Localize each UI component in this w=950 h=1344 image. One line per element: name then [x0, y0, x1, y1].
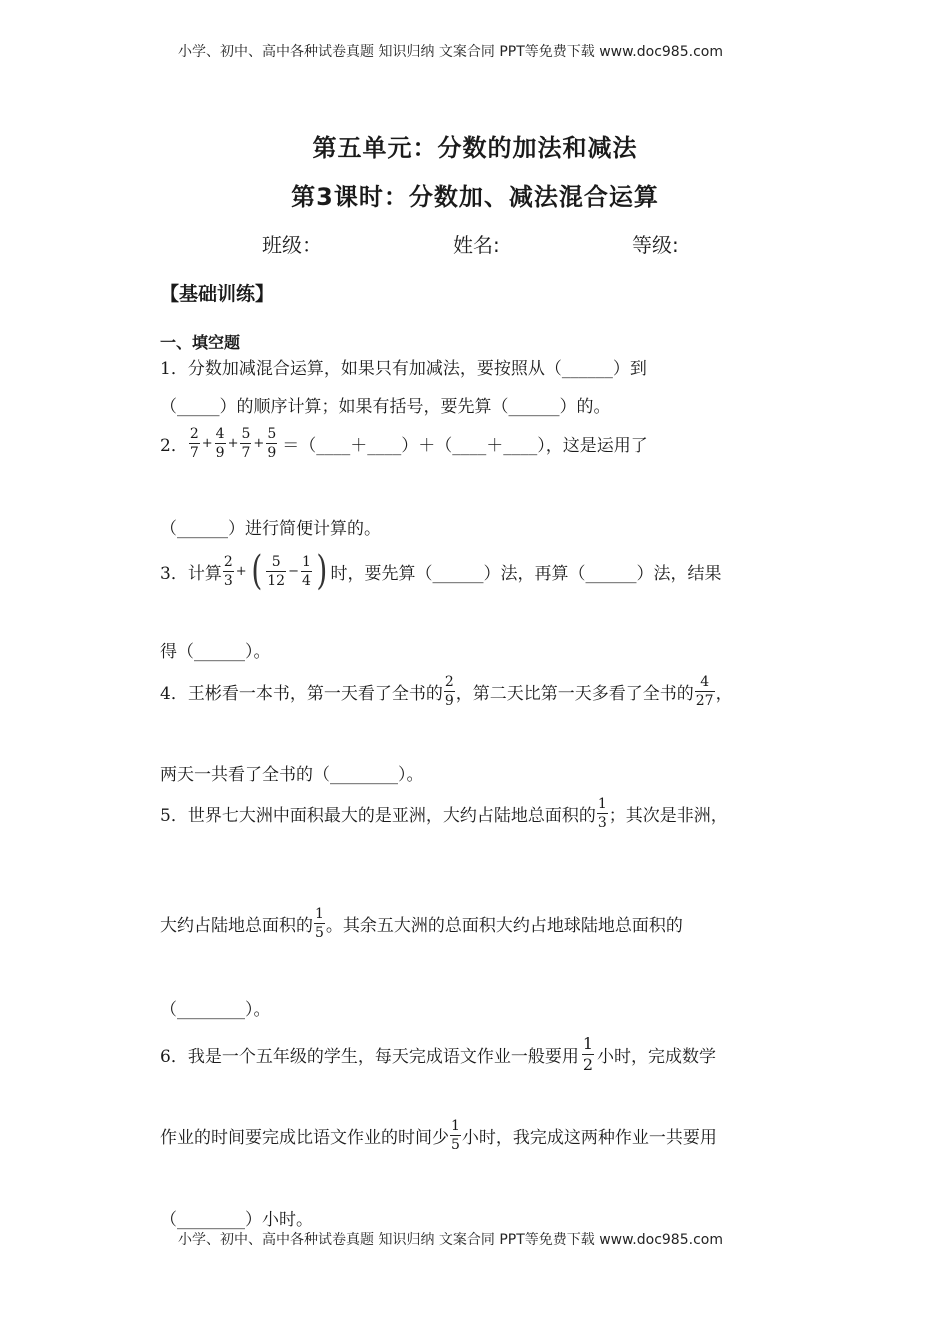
question-5-text-1: 5．世界七大洲中面积最大的是亚洲，大约占陆地总面积的	[160, 806, 596, 826]
question-6-line-3: （________）小时。	[160, 1210, 313, 1230]
question-4-line-1	[160, 675, 733, 708]
question-6-line-2	[160, 1119, 717, 1152]
page-header: 小学、初中、高中各种试卷真题 知识归纳 文案合同 PPT等免费下载 www.doc985.com	[178, 44, 723, 60]
question-6-text-3: 作业的时间要完成比语文作业的时间少	[160, 1128, 449, 1148]
numerator: 2	[444, 674, 454, 690]
question-2-line-1	[160, 427, 648, 460]
section-label: 【基础训练】	[160, 283, 275, 305]
denominator: 9	[267, 445, 277, 461]
denominator: 12	[267, 572, 286, 589]
denominator: 3	[597, 815, 607, 831]
fraction-4-9	[215, 427, 226, 460]
right-paren: )	[316, 548, 328, 594]
denominator: 7	[241, 445, 251, 461]
question-3-suffix: 时，要先算（______）法，再算（______）法，结果	[330, 563, 722, 584]
question-5-line-3: （________）。	[160, 1000, 271, 1020]
denominator: 9	[215, 445, 225, 461]
fraction-4-27	[695, 675, 715, 708]
question-3-prefix: 3．计算	[160, 563, 222, 584]
denominator: 5	[315, 925, 324, 941]
fraction-2-7	[189, 427, 200, 460]
question-6-text-2: 小时，完成数学	[597, 1047, 717, 1067]
denominator: 27	[695, 693, 714, 709]
question-5-text-2: ；其次是非洲，	[608, 806, 728, 826]
question-4-text-1: 4．王彬看一本书，第一天看了全书的	[160, 684, 443, 704]
question-2-prefix: 2．	[160, 436, 188, 456]
plus-sign: +	[253, 436, 265, 451]
question-6-text-4: 小时，我完成这两种作业一共要用	[461, 1128, 717, 1148]
fraction-1-4	[301, 555, 312, 588]
fraction-2-9	[444, 675, 455, 708]
question-5-text-4: 。其余五大洲的总面积大约占地球陆地总面积的	[325, 916, 683, 936]
page-footer: 小学、初中、高中各种试卷真题 知识归纳 文案合同 PPT等免费下载 www.doc985.com	[178, 1232, 723, 1248]
numerator: 1	[582, 1034, 594, 1053]
fraction-1-2	[582, 1036, 594, 1073]
class-label: 班级：	[262, 233, 322, 257]
part-one-label: 一、填空题	[160, 333, 241, 352]
page-title: 第五单元：分数的加法和减法	[312, 134, 638, 162]
fraction-5-9	[266, 427, 277, 460]
fraction-1-3	[597, 797, 608, 830]
denominator: 3	[223, 572, 233, 589]
question-4-text-3: ，	[715, 684, 733, 704]
numerator: 2	[189, 426, 199, 442]
plus-sign: +	[201, 436, 213, 451]
fraction-5-7	[240, 427, 251, 460]
grade-label: 等级:	[632, 233, 679, 257]
numerator: 5	[271, 553, 281, 570]
question-3-line-1	[160, 548, 722, 594]
question-3-line-2: 得（______）。	[160, 642, 271, 662]
denominator: 7	[189, 445, 199, 461]
fraction-1-5	[314, 907, 325, 940]
denominator: 4	[302, 572, 311, 589]
question-4-line-2: 两天一共看了全书的（________）。	[160, 765, 424, 785]
question-2-suffix: ＝（____＋____）＋（____＋____），这是运用了	[282, 436, 648, 456]
numerator: 1	[302, 553, 311, 570]
numerator: 1	[597, 796, 607, 812]
numerator: 5	[267, 426, 277, 442]
left-paren: (	[250, 548, 262, 594]
question-5-line-1	[160, 797, 728, 830]
name-label: 姓名:	[453, 233, 500, 257]
question-6-line-1	[160, 1036, 716, 1073]
numerator: 5	[241, 426, 251, 442]
denominator: 5	[451, 1137, 460, 1153]
question-6-text-1: 6．我是一个五年级的学生，每天完成语文作业一般要用	[160, 1047, 579, 1067]
lesson-title: 第3课时：分数加、减法混合运算	[291, 183, 659, 211]
plus-sign: +	[235, 563, 247, 579]
numerator: 4	[215, 426, 225, 442]
question-1-line-2: （_____）的顺序计算；如果有括号，要先算（______）的。	[160, 397, 611, 417]
numerator: 1	[315, 906, 324, 922]
question-5-line-2	[160, 907, 683, 940]
question-5-text-3: 大约占陆地总面积的	[160, 916, 313, 936]
numerator: 4	[700, 674, 710, 690]
denominator: 9	[444, 693, 454, 709]
denominator: 2	[582, 1055, 594, 1074]
minus-sign: −	[288, 563, 299, 579]
fraction-2-3	[223, 555, 234, 588]
plus-sign: +	[227, 436, 239, 451]
question-1-line-1: 1．分数加减混合运算，如果只有加减法，要按照从（______）到	[160, 359, 647, 379]
question-2-line-2: （______）进行简便计算的。	[160, 519, 381, 539]
numerator: 2	[223, 553, 233, 570]
question-4-text-2: ，第二天比第一天多看了全书的	[455, 684, 694, 704]
fraction-1-5-b	[450, 1119, 461, 1152]
numerator: 1	[451, 1118, 460, 1134]
fraction-5-12	[266, 555, 286, 588]
